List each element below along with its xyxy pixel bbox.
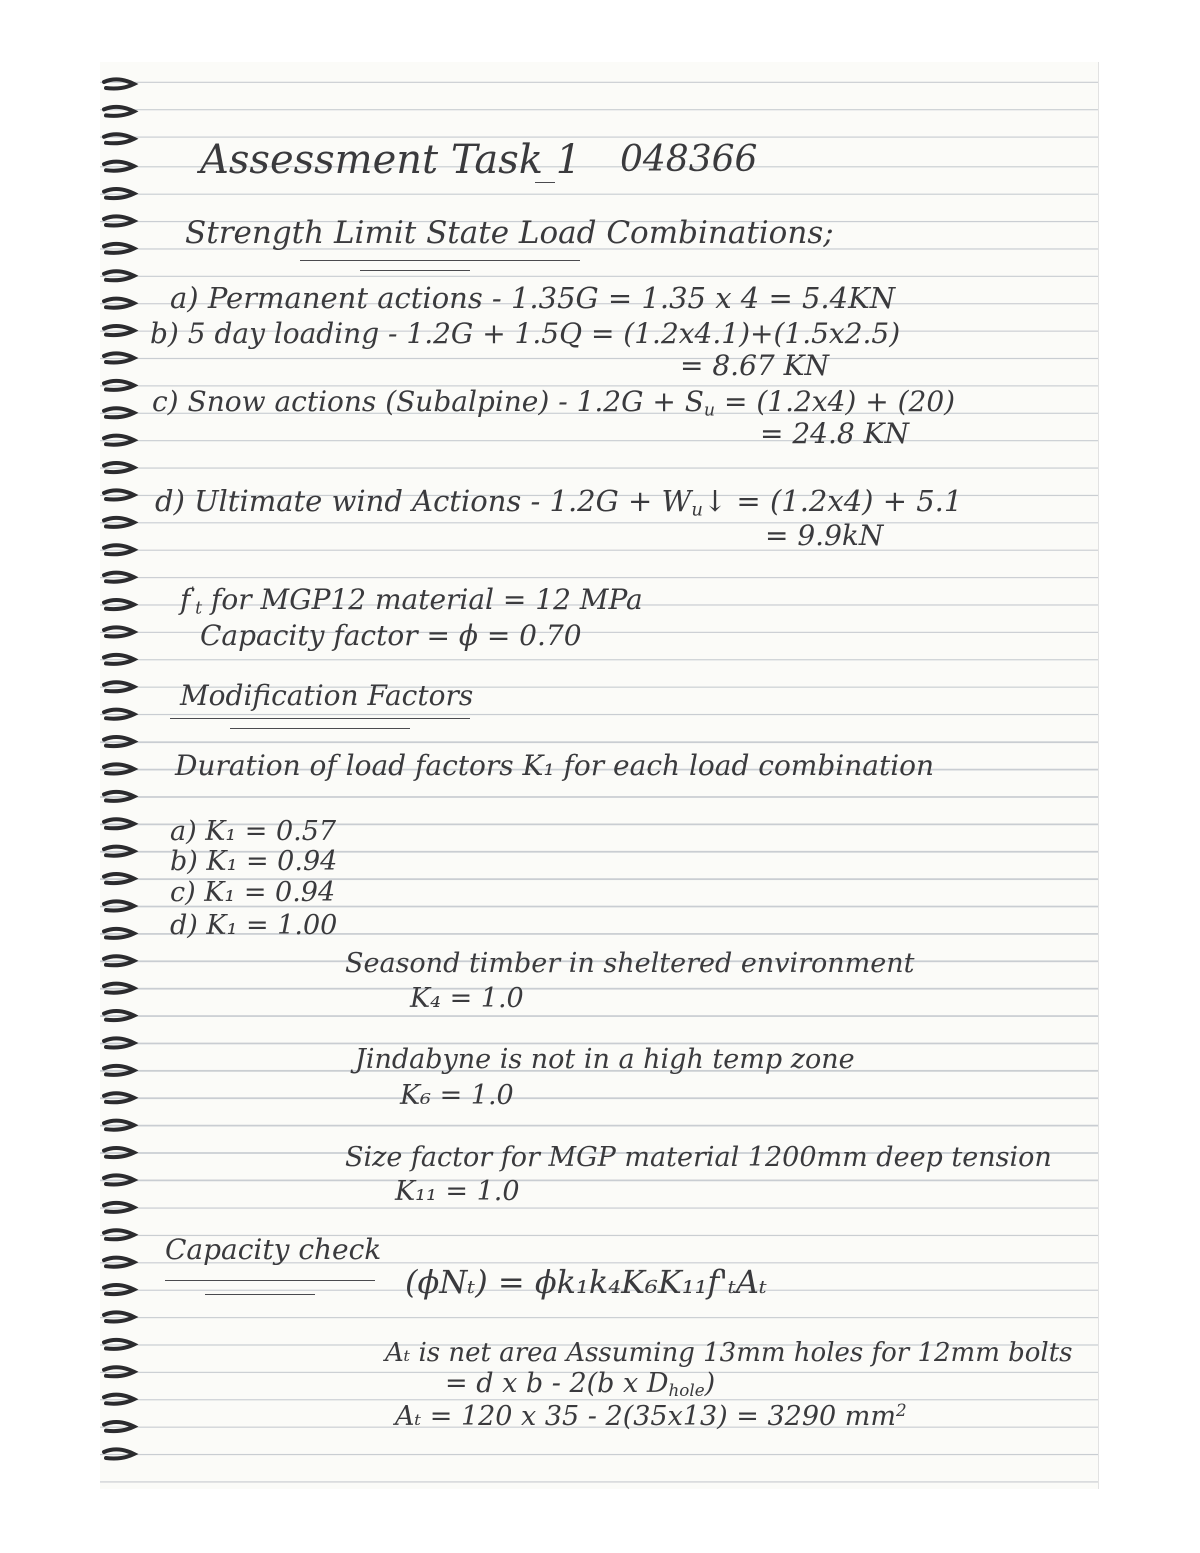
k1-value-a: a) K₁ = 0.57 <box>170 816 337 847</box>
ft-sub: t <box>195 598 203 619</box>
capacity-check-underline <box>165 1280 375 1281</box>
spiral-coil-icon <box>104 929 134 938</box>
at-formula-sub: hole <box>668 1380 705 1401</box>
section-underline-2 <box>360 270 470 271</box>
spiral-coil-icon <box>104 216 134 225</box>
spiral-coil-icon <box>104 600 134 609</box>
spiral-binding-icon <box>100 62 140 1489</box>
spiral-coil-icon <box>104 299 134 308</box>
spiral-coil-icon <box>104 819 134 828</box>
spiral-coil-icon <box>104 326 134 335</box>
spiral-coil-icon <box>104 901 134 910</box>
k6-note: Jindabyne is not in a high temp zone <box>355 1044 855 1075</box>
at-calc-sup: 2 <box>896 1400 907 1420</box>
combination-b-result: = 8.67 KN <box>680 349 830 382</box>
spiral-coil-icon <box>104 1285 134 1294</box>
k6-value: K₆ = 1.0 <box>400 1080 514 1111</box>
spiral-coil-icon <box>104 682 134 691</box>
at-note: Aₜ is net area Assuming 13mm holes for 12mm bolts <box>385 1338 1073 1368</box>
combination-c-tail: = (1.2x4) + (20) <box>715 385 956 418</box>
spiral-coil-icon <box>104 1449 134 1458</box>
combination-c-sub: u <box>703 400 716 421</box>
spiral-coil-icon <box>104 1340 134 1349</box>
spiral-coil-icon <box>104 1121 134 1130</box>
spiral-coil-icon <box>104 710 134 719</box>
spiral-coil-icon <box>104 134 134 143</box>
spiral-coil-icon <box>104 436 134 445</box>
title-number-underline <box>535 182 555 183</box>
spiral-coil-icon <box>104 271 134 280</box>
combination-d-sub: u <box>691 499 703 521</box>
k1-value-c: c) K₁ = 0.94 <box>170 877 336 908</box>
combination-c <box>152 385 956 421</box>
spiral-coil-icon <box>104 956 134 965</box>
spiral-coil-icon <box>104 1312 134 1321</box>
combination-c-result: = 24.8 KN <box>760 417 910 450</box>
spiral-coil-icon <box>104 1422 134 1431</box>
spiral-coil-icon <box>104 764 134 773</box>
spiral-coil-icon <box>104 737 134 746</box>
capacity-factor: Capacity factor = ϕ = 0.70 <box>200 619 582 652</box>
capacity-check-heading: Capacity check <box>165 1233 382 1266</box>
spiral-coil-icon <box>104 162 134 171</box>
spiral-coil-icon <box>104 1367 134 1376</box>
spiral-coil-icon <box>104 1148 134 1157</box>
spiral-coil-icon <box>104 792 134 801</box>
ft-line <box>180 583 643 619</box>
section-underline <box>300 260 580 261</box>
spiral-coil-icon <box>104 381 134 390</box>
title-text: Assessment Task 1 <box>200 137 582 183</box>
spiral-coil-icon <box>104 79 134 88</box>
spiral-coil-icon <box>104 1395 134 1404</box>
combination-d-result: = 9.9kN <box>765 519 884 552</box>
spiral-coil-icon <box>104 847 134 856</box>
spiral-coil-icon <box>104 408 134 417</box>
spiral-coil-icon <box>104 1011 134 1020</box>
k11-value: K₁₁ = 1.0 <box>395 1176 520 1207</box>
spiral-coil-icon <box>104 984 134 993</box>
spiral-coil-icon <box>104 1038 134 1047</box>
k1-value-d: d) K₁ = 1.00 <box>170 910 338 941</box>
at-calc-text: Aₜ = 120 x 35 - 2(35x13) = 3290 mm <box>395 1401 896 1433</box>
spiral-coil-icon <box>104 244 134 253</box>
spiral-coil-icon <box>104 490 134 499</box>
combination-d-tail: ↓ = (1.2x4) + 5.1 <box>702 484 963 518</box>
spiral-coil-icon <box>104 518 134 527</box>
spiral-coil-icon <box>104 1258 134 1267</box>
spiral-coil-icon <box>104 1175 134 1184</box>
spiral-coil-icon <box>104 627 134 636</box>
modification-underline-2 <box>230 728 410 729</box>
spiral-coil-icon <box>104 189 134 198</box>
k4-value: K₄ = 1.0 <box>410 983 524 1014</box>
k11-note: Size factor for MGP material 1200mm deep tension <box>345 1142 1052 1173</box>
capacity-formula: (ϕNₜ) = ϕk₁k₄K₆K₁₁f'ₜAₜ <box>405 1263 767 1301</box>
spiral-coil-icon <box>104 655 134 664</box>
modification-heading: Modification Factors <box>180 679 474 712</box>
spiral-coil-icon <box>104 463 134 472</box>
student-id: 048366 <box>620 139 758 180</box>
spiral-coil-icon <box>104 107 134 116</box>
k4-note: Seasond timber in sheltered environment <box>345 948 915 979</box>
combination-c-text: c) Snow actions (Subalpine) - 1.2G + S <box>152 385 704 418</box>
ft-prime: ' <box>190 584 196 605</box>
duration-line: Duration of load factors K₁ for each load combination <box>175 749 935 782</box>
at-formula-text: = d x b - 2(b x D <box>445 1368 669 1399</box>
spiral-coil-icon <box>104 353 134 362</box>
spiral-coil-icon <box>104 1230 134 1239</box>
at-formula-end: ) <box>704 1368 716 1399</box>
capacity-check-underline-2 <box>205 1294 315 1295</box>
k1-value-b: b) K₁ = 0.94 <box>170 846 338 877</box>
at-formula <box>445 1370 715 1399</box>
spiral-coil-icon <box>104 1203 134 1212</box>
combination-a: a) Permanent actions - 1.35G = 1.35 x 4 = 5.4KN <box>170 281 896 315</box>
spiral-coil-icon <box>104 1093 134 1102</box>
at-calc <box>395 1400 907 1433</box>
modification-underline <box>170 718 470 719</box>
spiral-coil-icon <box>104 545 134 554</box>
combination-b: b) 5 day loading - 1.2G + 1.5Q = (1.2x4.1)+(1.5x2.5) <box>150 317 901 350</box>
spiral-coil-icon <box>104 573 134 582</box>
spiral-coil-icon <box>104 874 134 883</box>
combination-d-text: d) Ultimate wind Actions - 1.2G + W <box>155 484 692 518</box>
page-title <box>200 137 582 183</box>
section-heading: Strength Limit State Load Combinations; <box>185 215 834 251</box>
spiral-coil-icon <box>104 1066 134 1075</box>
ft-symbol: f <box>180 583 191 616</box>
combination-d <box>155 484 963 521</box>
ft-text: for MGP12 material = 12 MPa <box>202 583 643 616</box>
